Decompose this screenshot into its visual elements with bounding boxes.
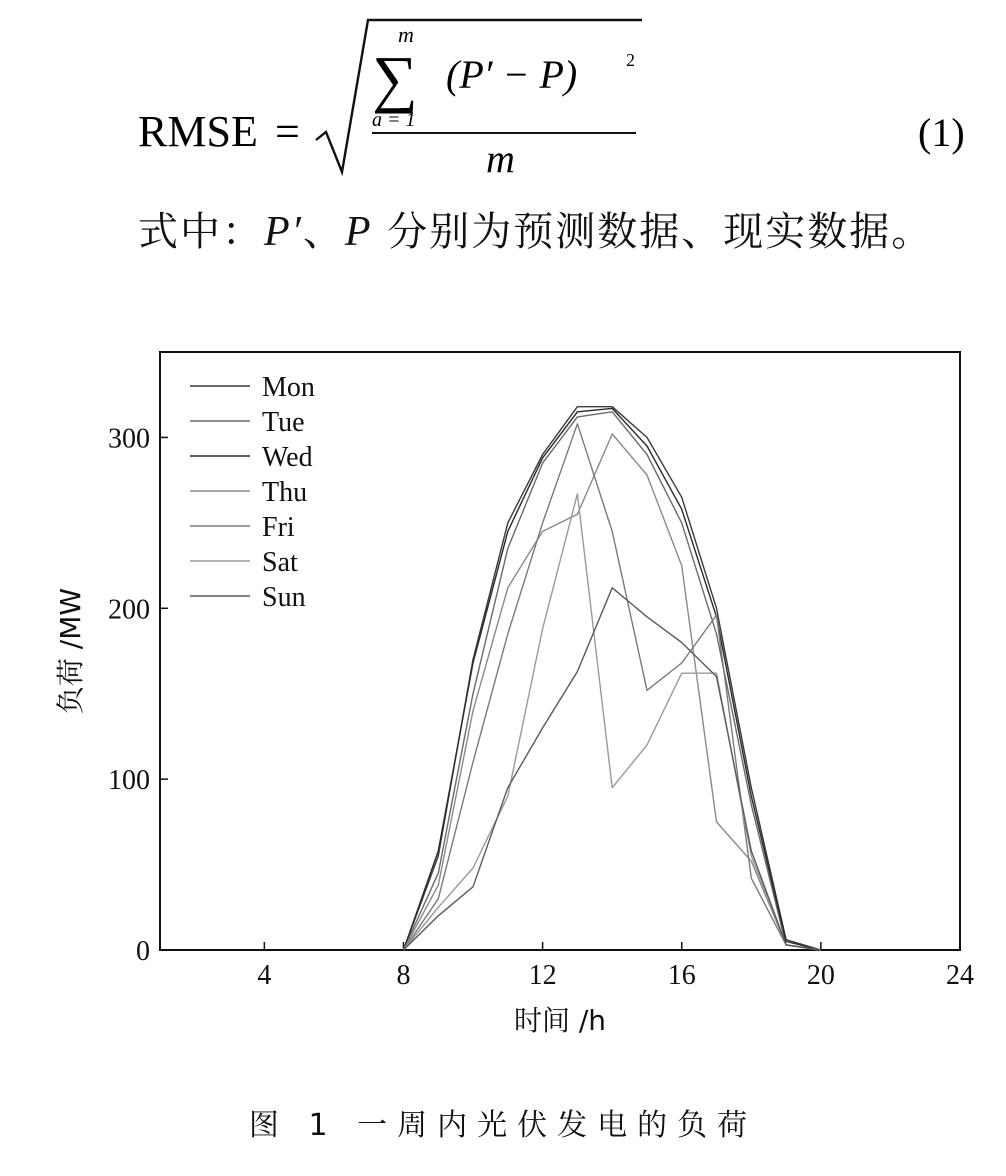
legend-label-wed: Wed bbox=[262, 442, 313, 473]
chart-legend bbox=[190, 372, 315, 613]
pv-load-chart bbox=[0, 330, 1006, 1070]
exponent: 2 bbox=[626, 50, 635, 70]
variable-definition bbox=[138, 200, 933, 257]
chart-axes bbox=[54, 352, 974, 1037]
x-axis-label: 时间 /h bbox=[513, 1004, 607, 1037]
x-tick-label: 16 bbox=[667, 960, 696, 991]
equation-equals-sign: = bbox=[275, 107, 300, 156]
sum-lower-limit: a = 1 bbox=[372, 109, 416, 131]
series-line-sat bbox=[404, 494, 821, 950]
figure-caption: 图 1 一周内光伏发电的负荷 bbox=[248, 1108, 758, 1143]
equation-lhs: RMSE bbox=[138, 107, 258, 156]
legend-label-fri: Fri bbox=[262, 512, 295, 543]
where-prefix: 式中： bbox=[138, 209, 264, 255]
x-tick-label: 4 bbox=[257, 960, 272, 991]
legend-label-sat: Sat bbox=[262, 547, 298, 578]
y-tick-label: 300 bbox=[108, 423, 150, 455]
legend-label-thu: Thu bbox=[262, 477, 308, 508]
where-var-predicted: P′ bbox=[264, 209, 303, 255]
x-tick-label: 20 bbox=[806, 960, 835, 991]
legend-label-mon: Mon bbox=[262, 372, 315, 403]
y-tick-label: 100 bbox=[108, 765, 150, 797]
y-tick-label: 200 bbox=[108, 594, 150, 626]
numerator-expression: (P′ − P) bbox=[446, 52, 578, 97]
where-suffix: 分别为预测数据、现实数据。 bbox=[372, 209, 934, 255]
where-var-actual: P bbox=[344, 209, 373, 255]
chart-series-group bbox=[404, 407, 821, 950]
where-separator: 、 bbox=[302, 209, 345, 255]
denominator: m bbox=[486, 136, 515, 181]
x-tick-label: 8 bbox=[396, 960, 411, 991]
x-tick-label: 24 bbox=[946, 960, 974, 991]
sum-upper-limit: m bbox=[398, 22, 414, 47]
legend-label-tue: Tue bbox=[262, 407, 305, 438]
legend-label-sun: Sun bbox=[262, 582, 306, 613]
equation-number: (1) bbox=[918, 110, 965, 155]
series-line-sun bbox=[404, 588, 821, 950]
sum-symbol: ∑ bbox=[372, 43, 418, 114]
y-axis-label: 负荷 /MW bbox=[54, 587, 87, 715]
x-tick-label: 12 bbox=[528, 960, 557, 991]
y-tick-label: 0 bbox=[136, 936, 150, 967]
